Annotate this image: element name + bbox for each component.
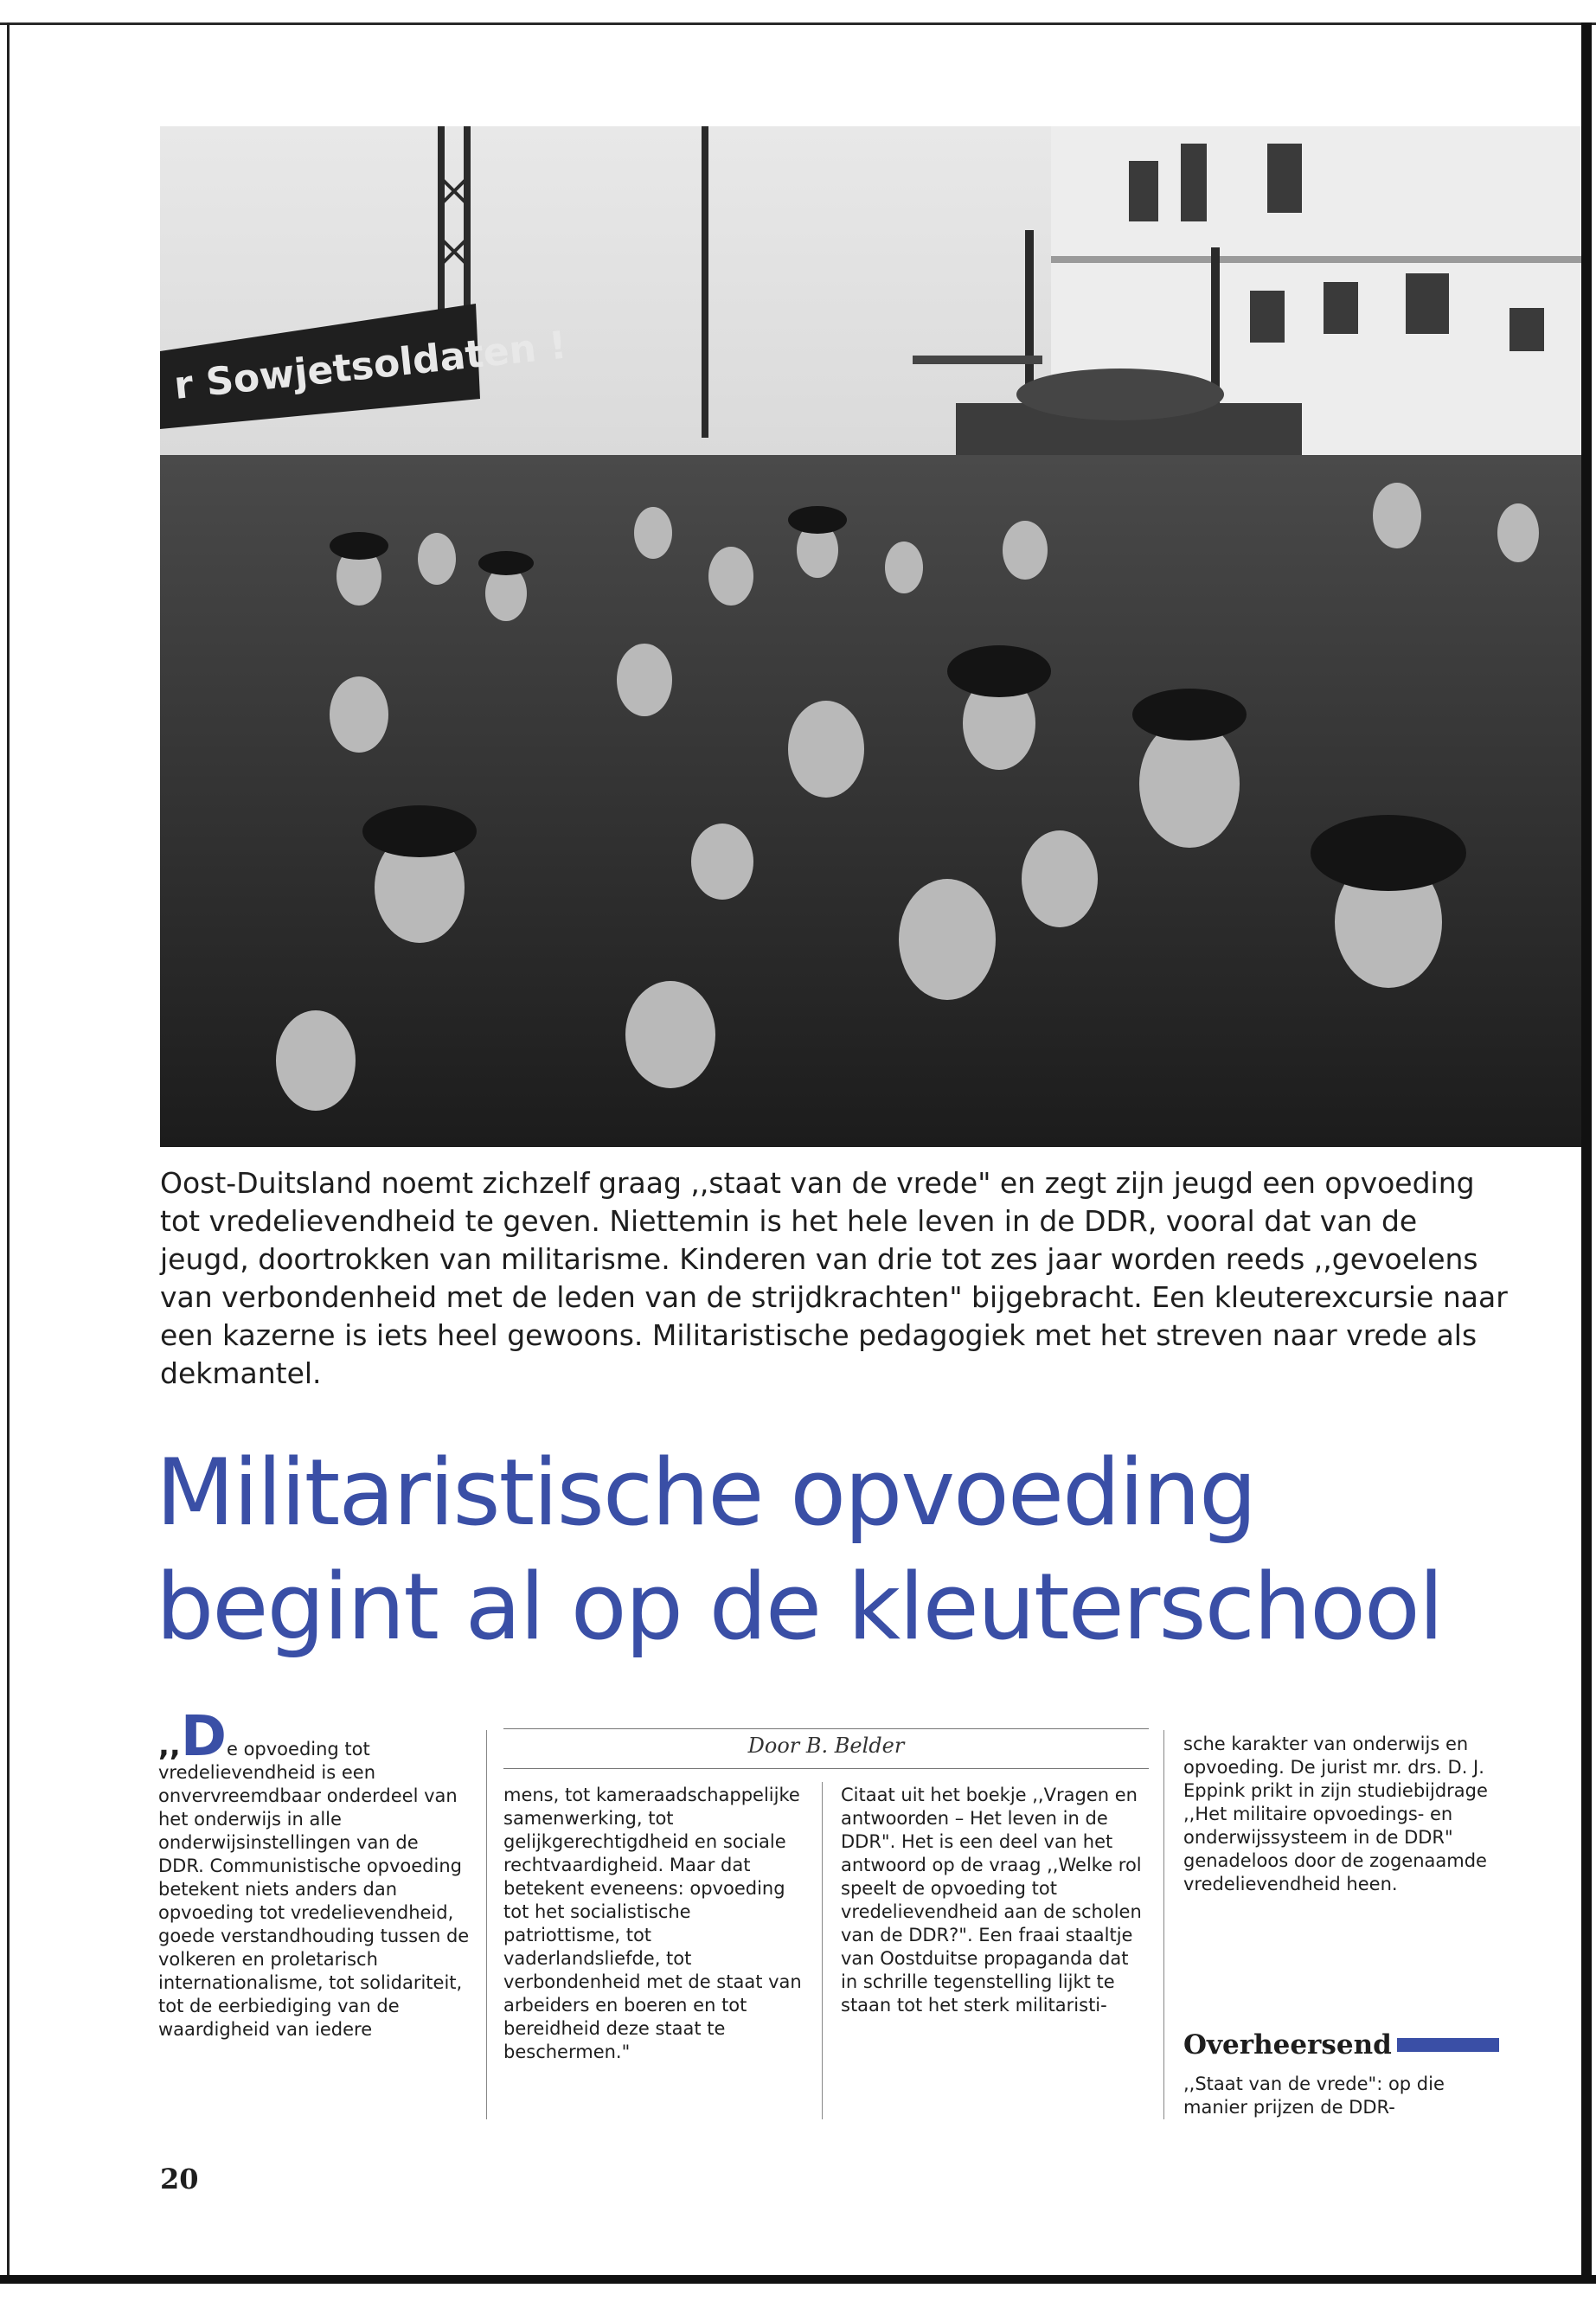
subhead — [1183, 2029, 1499, 2061]
headline-line-1: Militaristische opvoeding — [156, 1439, 1256, 1546]
scan-edge-bottom — [0, 2275, 1596, 2284]
article-column-4: sche karakter van onderwijs en opvoeding. De jurist mr. drs. D. J. Eppink prikt in zijn studiebijdrage ,,Het militaire opvoedings- en onderwijssysteem in de DDR" genadeloos door de zogenaamde vredelievendheid heen. — [1183, 1734, 1488, 1894]
crowd-photo — [160, 126, 1581, 1147]
article-column-4-continued: ,,Staat van de vrede": op die manier prijzen de DDR- — [1183, 2073, 1445, 2118]
subhead-text: Overheersend — [1183, 2029, 1392, 2061]
headline-line-2: begint al op de kleuterschool — [156, 1554, 1443, 1660]
opening-quote: ,, — [158, 1728, 181, 1763]
scan-edge-right — [1581, 22, 1592, 2280]
photo-caption: Oost-Duitsland noemt zichzelf graag ,,staat van de vrede" en zegt zijn jeugd een opvoeding tot vredelievendheid te geven. Niettemin is het hele leven in de DDR, vooral dat van de jeugd, doortrokken van militarisme. Kinderen van drie tot zes jaar worden reeds ,,gevoelens van verbondenheid met de leden van de strijdkrachten" bijgebracht. Een kleuterexcursie naar een kazerne is iets heel gewoons. Militaristische pedagogiek met het streven naar vrede als dekmantel. — [160, 1166, 1508, 1390]
article-column-2: mens, tot kameraadschappelijke samenwerking, tot gelijkgerechtigdheid en sociale rechtvaardigheid. Maar dat betekent eveneens: opvoeding tot het socialistische patriottisme, tot vaderlandsliefde, tot verbondenheid met de staat van arbeiders en boeren en tot bereidheid deze staat te beschermen." — [503, 1785, 802, 2062]
column-divider — [486, 1730, 487, 2119]
scan-edge-left — [7, 22, 10, 2280]
article-column-3: Citaat uit het boekje ,,Vragen en antwoorden – Het leven in de DDR". Het is een deel van het antwoord op de vraag ,,Welke rol speelt de opvoeding tot vredelievendheid aan de scholen van de DDR?". Een fraai staaltje van Oostduitse propaganda dat in schrille tegenstelling lijkt te staan tot het sterk militaristi- — [841, 1785, 1142, 2016]
article-column-1-text: e opvoeding tot vredelievendheid is een onvervreemdbaar onderdeel van het onderwijs in alle onderwijsinstellingen van de DDR. Communistische opvoeding betekent niets anders dan opvoeding tot vredelievendheid, goede verstandhouding tussen de volkeren en proletarisch internationalisme, tot solidariteit, tot de eerbiediging van de waardigheid van iedere — [158, 1739, 470, 2040]
column-divider — [822, 1782, 823, 2119]
crowd-photo-illustration — [160, 126, 1581, 1147]
page-number: 20 — [160, 2163, 199, 2195]
byline-rule-bottom — [503, 1768, 1149, 1769]
column-divider — [1163, 1730, 1164, 2119]
article-column-1 — [158, 1705, 470, 2041]
byline: Door B. Belder — [747, 1734, 905, 1758]
scan-edge-top — [0, 22, 1596, 25]
drop-cap: D — [180, 1705, 227, 1769]
byline-rule-top — [503, 1728, 1149, 1729]
banner-text: r Sowjetsoldaten ! — [171, 323, 569, 408]
headline — [156, 1436, 1574, 1664]
subhead-accent-bar — [1397, 2038, 1499, 2052]
